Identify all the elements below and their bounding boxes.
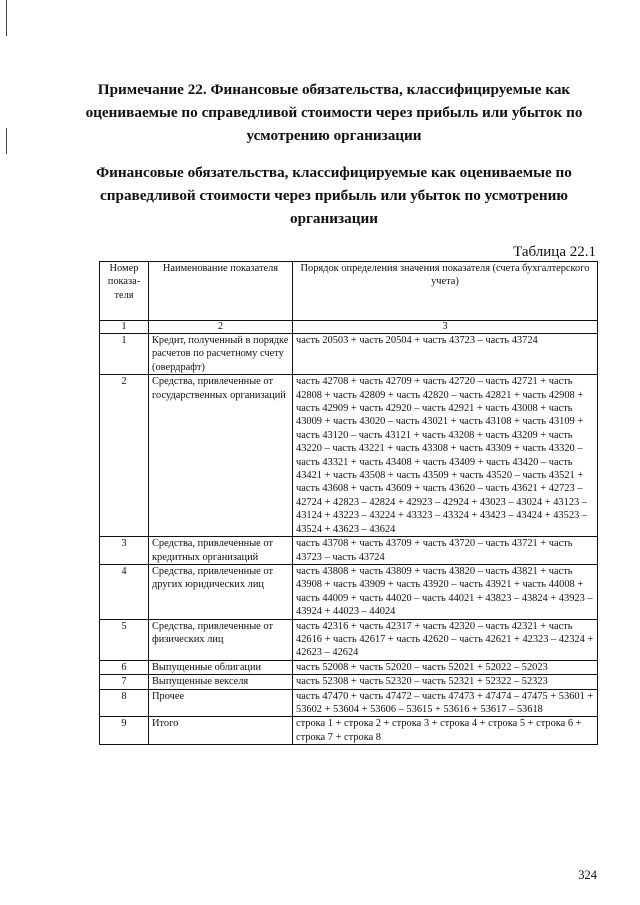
row-formula: часть 43708 + часть 43709 + часть 43720 – часть 43721 + часть 43723 – часть 43724 bbox=[293, 537, 598, 565]
table-row bbox=[100, 334, 598, 375]
row-formula: часть 42708 + часть 42709 + часть 42720 – часть 42721 + часть 42808 + часть 42809 + часть 42820 – часть 42821 + часть 42908 + часть 42909 + часть 42920 – часть 42921 + часть 43008 + часть 43009 + часть 43020 – часть 43021 + часть 43108 + часть 43109 + часть 43120 – часть 43121 + часть 43208 + часть 43209 + часть 43220 – часть 43221 + часть 43308 + часть 43309 + часть 43320 – часть 43321 + часть 43408 + часть 43409 + часть 43420 – часть 43421 + часть 43508 + часть 43509 + часть 43520 – часть 43521 + часть 43608 + часть 43609 + часть 43620 – часть 43621 + 42723 – 42724 + 42823 – 42824 + 42923 – 42924 + 43023 – 43024 + 43123 – 43124 + 43223 – 43224 + 43323 – 43324 + 43423 – 43424 + 43523 – 43524 + 43623 – 43624 bbox=[293, 375, 598, 537]
row-name: Выпущенные облигации bbox=[149, 660, 293, 674]
table-row bbox=[100, 564, 598, 619]
row-formula: часть 20503 + часть 20504 + часть 43723 – часть 43724 bbox=[293, 334, 598, 375]
row-number: 6 bbox=[100, 660, 149, 674]
table-row bbox=[100, 375, 598, 537]
row-number: 3 bbox=[100, 537, 149, 565]
scan-edge-mark bbox=[6, 0, 7, 36]
page-number: 324 bbox=[578, 868, 597, 882]
header-number: Номер показа-теля bbox=[100, 262, 149, 321]
row-name: Выпущенные векселя bbox=[149, 675, 293, 689]
table-row bbox=[100, 717, 598, 745]
row-name: Прочее bbox=[149, 689, 293, 717]
row-number: 1 bbox=[100, 334, 149, 375]
table-row bbox=[100, 660, 598, 674]
row-name: Средства, привлеченные от физических лиц bbox=[149, 619, 293, 660]
row-number: 9 bbox=[100, 717, 149, 745]
row-number: 5 bbox=[100, 619, 149, 660]
scan-edge-mark bbox=[6, 128, 7, 154]
row-formula: часть 42316 + часть 42317 + часть 42320 – часть 42321 + часть 42616 + часть 42617 + часть 42620 – часть 42621 + 42323 – 42324 + 42623 – 42624 bbox=[293, 619, 598, 660]
index-cell: 1 bbox=[100, 321, 149, 334]
index-cell: 2 bbox=[149, 321, 293, 334]
row-number: 4 bbox=[100, 564, 149, 619]
row-number: 2 bbox=[100, 375, 149, 537]
liabilities-table bbox=[99, 261, 598, 745]
row-number: 7 bbox=[100, 675, 149, 689]
table-title: Финансовые обязательства, классифицируемые как оцениваемые по справедливой стоимости через прибыль или убыток по усмотрению организации bbox=[96, 164, 572, 227]
row-name: Кредит, полученный в порядке расчетов по расчетному счету (овердрафт) bbox=[149, 334, 293, 375]
row-name: Итого bbox=[149, 717, 293, 745]
table-row bbox=[100, 689, 598, 717]
row-formula: строка 1 + строка 2 + строка 3 + строка 4 + строка 5 + строка 6 + строка 7 + строка 8 bbox=[293, 717, 598, 745]
table-row bbox=[100, 619, 598, 660]
row-formula: часть 52008 + часть 52020 – часть 52021 + 52022 – 52023 bbox=[293, 660, 598, 674]
table-row bbox=[100, 537, 598, 565]
row-name: Средства, привлеченные от государственных организаций bbox=[149, 375, 293, 537]
index-cell: 3 bbox=[293, 321, 598, 334]
table-row bbox=[100, 675, 598, 689]
header-name: Наименование показателя bbox=[149, 262, 293, 321]
row-name: Средства, привлеченные от других юридических лиц bbox=[149, 564, 293, 619]
table-header-row bbox=[100, 262, 598, 321]
table-index-row bbox=[100, 321, 598, 334]
row-formula: часть 47470 + часть 47472 – часть 47473 + 47474 – 47475 + 53601 + 53602 + 53604 + 53606 – 53615 + 53616 + 53617 – 53618 bbox=[293, 689, 598, 717]
note-heading: Примечание 22. Финансовые обязательства, классифицируемые как оцениваемые по справедливой стоимости через прибыль или убыток по усмотрению организации bbox=[85, 81, 583, 144]
row-formula: часть 52308 + часть 52320 – часть 52321 + 52322 – 52323 bbox=[293, 675, 598, 689]
row-name: Средства, привлеченные от кредитных организаций bbox=[149, 537, 293, 565]
row-number: 8 bbox=[100, 689, 149, 717]
header-formula: Порядок определения значения показателя (счета бухгалтерского учета) bbox=[293, 262, 598, 321]
row-formula: часть 43808 + часть 43809 + часть 43820 – часть 43821 + часть 43908 + часть 43909 + часть 43920 – часть 43921 + часть 44008 + часть 44009 + часть 44020 – часть 44021 + 43823 – 43824 + 43923 – 43924 + 44023 – 44024 bbox=[293, 564, 598, 619]
table-label: Таблица 22.1 bbox=[513, 244, 596, 260]
